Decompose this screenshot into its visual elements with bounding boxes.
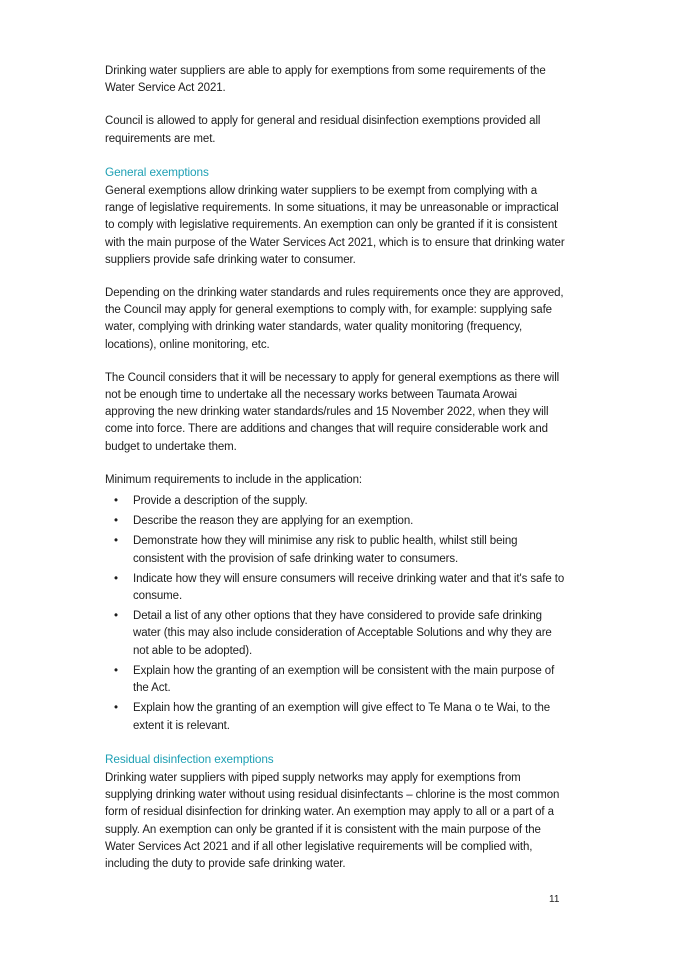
intro-paragraph-1: Drinking water suppliers are able to apply for exemptions from some requirements of the Water Service Act 2021. [105, 65, 546, 95]
bullet-icon: • [114, 572, 118, 585]
general-paragraph-3: The Council considers that it will be necessary to apply for general exemptions as there will not be enough time to undertake all the necessary works between Taumata Arowai approving the new drinking water standards/rules and 15 November 2022, when they will come into force. There are additions and changes that will require considerable work and budget to undertake them. [105, 371, 560, 453]
requirements-list [105, 493, 567, 735]
list-item [105, 533, 567, 567]
intro-paragraph-2: Council is allowed to apply for general and residual disinfection exemptions provided all requirements are met. [105, 115, 541, 145]
bullet-icon: • [114, 664, 118, 677]
bullet-icon: • [114, 702, 118, 715]
bullet-icon: • [114, 610, 118, 623]
bullet-icon: • [114, 495, 118, 508]
list-item [105, 608, 567, 660]
page-number: 11 [549, 894, 560, 905]
list-item [105, 700, 567, 734]
list-item [105, 663, 567, 697]
list-item [105, 493, 567, 510]
requirements-intro: Minimum requirements to include in the application: [105, 473, 362, 486]
general-paragraph-1: General exemptions allow drinking water suppliers to be exempt from complying with a range of legislative requirements. In some situations, it may be unreasonable or impractical to comply with legislative requirements. An exemption can only be granted if it is consistent with the main purpose of the Water Services Act 2021, which is to ensure that drinking water suppliers provide safe drinking water to consumer. [105, 185, 565, 266]
residual-paragraph: Drinking water suppliers with piped supply networks may apply for exemptions from supplying drinking water without using residual disinfectants – chlorine is the most common form of residual disinfection for drinking water. An exemption may apply to all or a part of a supply. An exemption can only be granted if it is consistent with the main purpose of the Water Services Act 2021 and if all other legislative requirements will be complied with, including the duty to provide safe drinking water. [105, 771, 560, 870]
list-item-text: Explain how the granting of an exemption will be consistent with the main purpose of the Act. [133, 664, 555, 695]
list-item [105, 571, 567, 605]
list-item-text: Provide a description of the supply. [133, 495, 308, 508]
list-item [105, 513, 567, 530]
residual-disinfection-heading: Residual disinfection exemptions [105, 751, 274, 766]
list-item-text: Demonstrate how they will minimise any risk to public health, whilst still being consistent with the provision of safe drinking water to consumers. [133, 535, 518, 565]
general-exemptions-heading: General exemptions [105, 164, 209, 179]
bullet-icon: • [114, 535, 118, 548]
document-page [105, 63, 567, 889]
list-item-text: Indicate how they will ensure consumers will receive drinking water and that it's safe to consume. [133, 572, 565, 603]
bullet-icon: • [114, 515, 118, 528]
general-paragraph-2: Depending on the drinking water standards and rules requirements once they are approved, the Council may apply for general exemptions to comply with, for example: supplying safe water, complying with drinking water standards, water quality monitoring (frequency, locations), online monitoring, etc. [105, 287, 564, 351]
list-item-text: Detail a list of any other options that they have considered to provide safe drinking water (this may also include consideration of Acceptable Solutions and why they are not able to be adopted). [133, 610, 552, 657]
list-item-text: Describe the reason they are applying for an exemption. [133, 515, 414, 528]
list-item-text: Explain how the granting of an exemption will give effect to Te Mana o te Wai, to the extent it is relevant. [133, 702, 551, 732]
